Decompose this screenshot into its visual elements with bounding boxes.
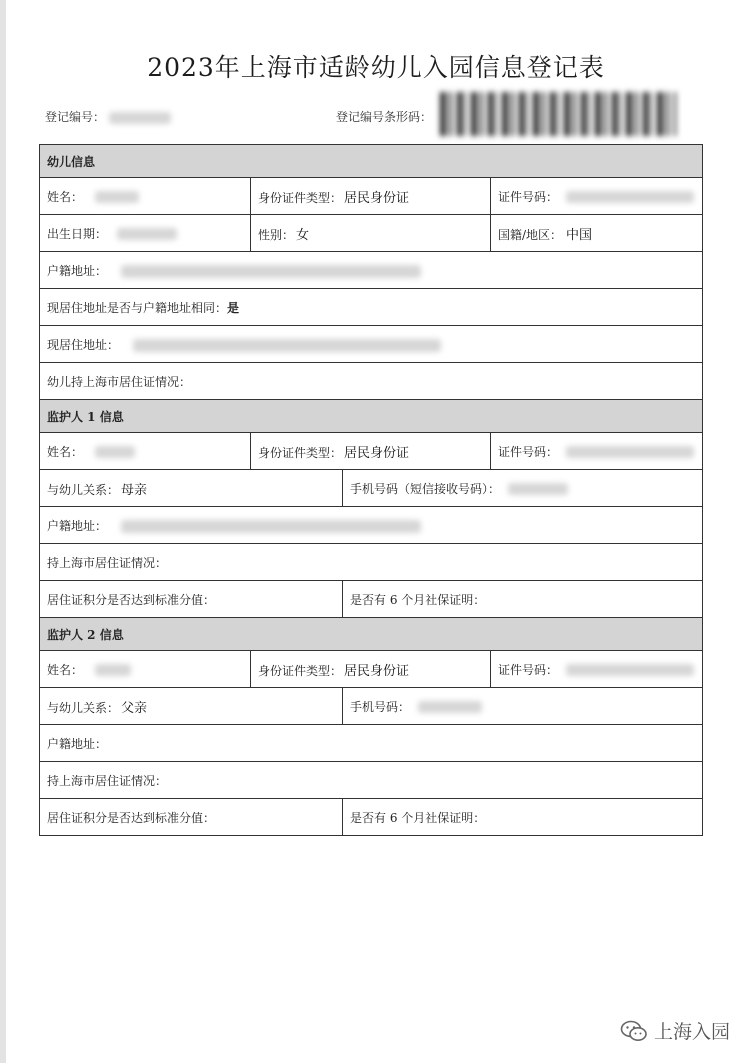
section-title-guardian1: 监护人 1 信息 <box>40 400 703 433</box>
section-header-row <box>40 145 703 178</box>
table-row <box>40 470 703 507</box>
table-row <box>40 215 703 252</box>
guardian2-id-type-cell <box>251 651 491 688</box>
child-birth-label: 出生日期： <box>47 226 108 241</box>
table-row <box>40 433 703 470</box>
child-same-address-label: 现居住地址是否与户籍地址相同： <box>47 300 228 315</box>
table-row <box>40 363 703 400</box>
table-row <box>40 507 703 544</box>
guardian1-id-number-cell <box>491 433 703 470</box>
guardian1-hukou-cell <box>40 507 703 544</box>
guardian2-residence-permit-cell: 持上海市居住证情况： <box>40 762 703 799</box>
redacted-guardian1-name <box>95 446 135 458</box>
guardian1-id-type-value: 居民身份证 <box>344 445 410 461</box>
table-row <box>40 289 703 326</box>
child-id-type-value: 居民身份证 <box>344 190 410 206</box>
child-gender-cell <box>251 215 491 252</box>
guardian1-points-cell: 居住证积分是否达到标准分值： <box>40 581 343 618</box>
table-row <box>40 252 703 289</box>
child-id-number-cell <box>491 178 703 215</box>
table-row <box>40 326 703 363</box>
registration-form <box>39 144 703 836</box>
guardian1-residence-permit-cell: 持上海市居住证情况： <box>40 544 703 581</box>
redacted-child-hukou <box>121 265 421 278</box>
child-residence-permit-cell: 幼儿持上海市居住证情况： <box>40 363 703 400</box>
child-current-address-cell <box>40 326 703 363</box>
guardian2-id-number-cell <box>491 651 703 688</box>
guardian2-name-label: 姓名： <box>47 662 84 677</box>
guardian1-social-security-cell: 是否有 6 个月社保证明： <box>343 581 703 618</box>
redacted-guardian1-id-number <box>566 446 694 458</box>
guardian1-relation-value: 母亲 <box>121 482 148 498</box>
wechat-icon <box>620 1020 648 1042</box>
child-same-address-cell <box>40 289 703 326</box>
guardian2-relation-value: 父亲 <box>121 700 148 716</box>
section-title-child: 幼儿信息 <box>40 145 703 178</box>
section-title-guardian2: 监护人 2 信息 <box>40 618 703 651</box>
guardian1-phone-label: 手机号码（短信接收号码）： <box>350 481 501 496</box>
child-hukou-cell <box>40 252 703 289</box>
guardian1-id-number-label: 证件号码： <box>498 444 559 459</box>
redacted-guardian1-hukou <box>121 520 421 533</box>
guardian2-id-type-label: 身份证件类型： <box>258 663 343 678</box>
page-edge <box>0 0 6 1063</box>
redacted-birth-date <box>117 228 177 240</box>
guardian1-relation-label: 与幼儿关系： <box>47 482 120 497</box>
child-gender-label: 性别： <box>258 227 295 242</box>
watermark-text: 上海入园 <box>653 1021 730 1043</box>
child-current-address-label: 现居住地址： <box>47 337 120 352</box>
reg-number-label: 登记编号： <box>45 110 106 124</box>
redacted-child-name <box>95 191 139 203</box>
guardian2-phone-cell <box>343 688 703 725</box>
table-row <box>40 799 703 836</box>
child-id-number-label: 证件号码： <box>498 189 559 204</box>
child-name-cell <box>40 178 251 215</box>
guardian2-hukou-cell: 户籍地址： <box>40 725 703 762</box>
document-title: 2023年上海市适龄幼儿入园信息登记表 <box>147 53 605 82</box>
guardian1-name-label: 姓名： <box>47 444 84 459</box>
redacted-guardian2-name <box>95 664 131 676</box>
table-row <box>40 762 703 799</box>
table-row <box>40 651 703 688</box>
watermark <box>620 1017 730 1044</box>
guardian1-id-type-label: 身份证件类型： <box>258 445 343 460</box>
section-header-row <box>40 618 703 651</box>
guardian1-id-type-cell <box>251 433 491 470</box>
barcode-label: 登记编号条形码： <box>336 110 433 124</box>
child-id-type-cell <box>251 178 491 215</box>
guardian2-relation-cell <box>40 688 343 725</box>
guardian2-id-number-label: 证件号码： <box>498 662 559 677</box>
redacted-barcode <box>440 92 676 136</box>
child-birth-cell <box>40 215 251 252</box>
guardian1-hukou-label: 户籍地址： <box>47 518 108 533</box>
guardian1-phone-cell <box>343 470 703 507</box>
redacted-reg-number <box>109 112 171 124</box>
section-header-row <box>40 400 703 433</box>
child-id-type-label: 身份证件类型： <box>258 190 343 205</box>
redacted-current-address <box>133 339 441 352</box>
child-nationality-label: 国籍/地区： <box>498 227 563 242</box>
table-row <box>40 688 703 725</box>
guardian2-id-type-value: 居民身份证 <box>344 663 410 679</box>
child-nationality-value: 中国 <box>566 227 593 243</box>
table-row <box>40 544 703 581</box>
guardian2-relation-label: 与幼儿关系： <box>47 700 120 715</box>
redacted-guardian2-id-number <box>566 664 694 676</box>
guardian2-social-security-cell: 是否有 6 个月社保证明： <box>343 799 703 836</box>
redacted-child-id-number <box>566 191 694 203</box>
child-name-label: 姓名： <box>47 189 84 204</box>
guardian2-name-cell <box>40 651 251 688</box>
redacted-guardian1-phone <box>508 483 568 495</box>
table-row <box>40 725 703 762</box>
child-same-address-value: 是 <box>227 300 240 315</box>
guardian2-points-cell: 居住证积分是否达到标准分值： <box>40 799 343 836</box>
child-hukou-label: 户籍地址： <box>47 263 108 278</box>
child-nationality-cell <box>491 215 703 252</box>
reg-number-row <box>45 108 171 125</box>
guardian1-name-cell <box>40 433 251 470</box>
guardian1-relation-cell <box>40 470 343 507</box>
child-gender-value: 女 <box>296 227 310 243</box>
guardian2-phone-label: 手机号码： <box>350 699 411 714</box>
table-row <box>40 178 703 215</box>
table-row <box>40 581 703 618</box>
redacted-guardian2-phone <box>418 701 482 713</box>
